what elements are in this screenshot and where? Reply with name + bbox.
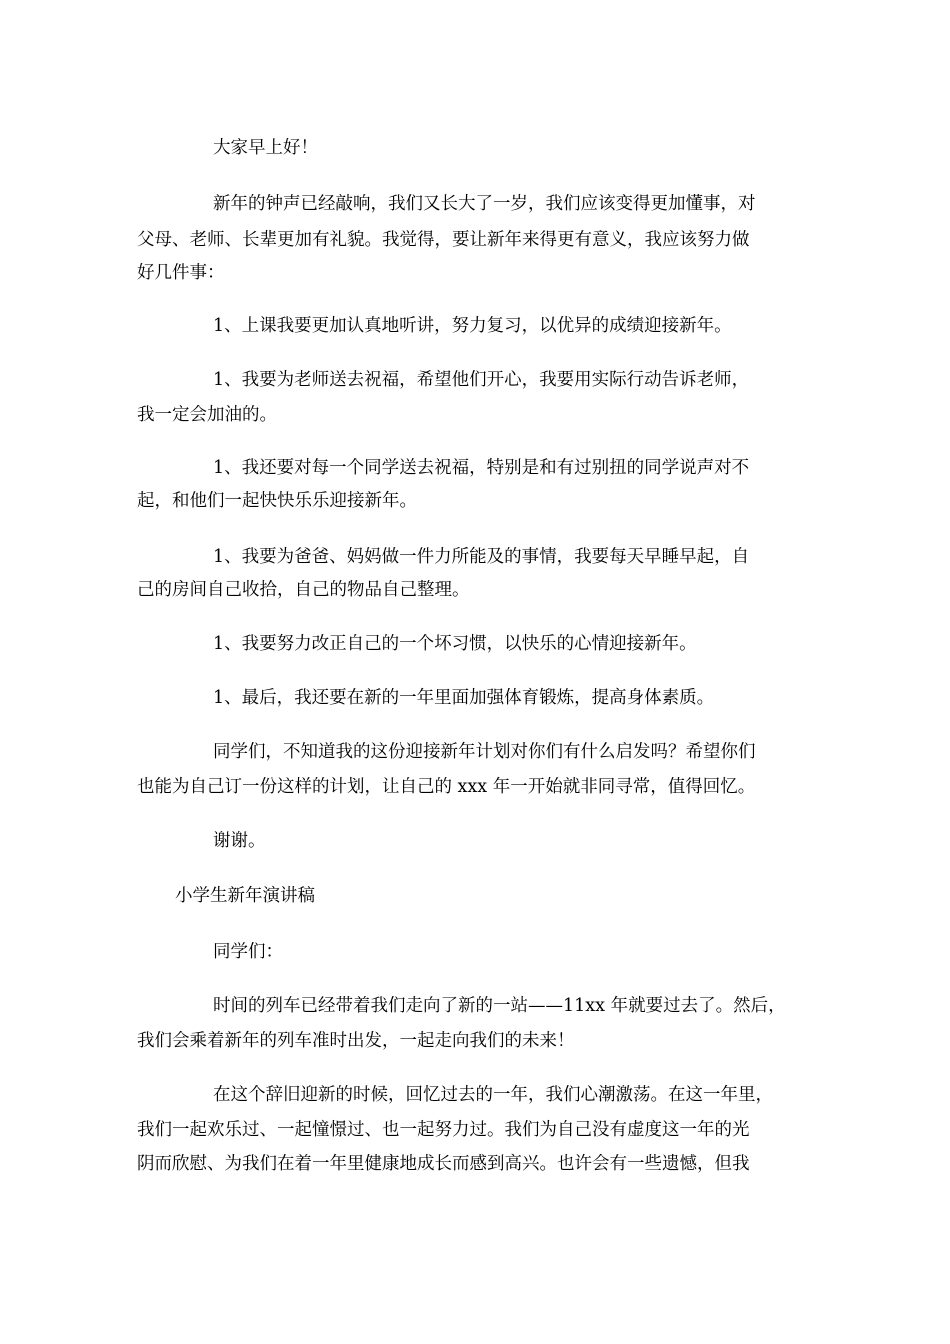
salutation-line: 同学们：: [213, 942, 283, 962]
paragraph-line: 好几件事：: [137, 263, 225, 283]
paragraph-line: 也能为自己订一份这样的计划，让自己的 xxx 年一开始就非同寻常，值得回忆。: [137, 777, 756, 797]
paragraph-line: 阴而欣慰、为我们在着一年里健康地成长而感到高兴。也许会有一些遗憾，但我: [137, 1154, 750, 1174]
closing-line: 谢谢。: [213, 831, 266, 851]
paragraph-line: 新年的钟声已经敲响，我们又长大了一岁，我们应该变得更加懂事，对: [213, 194, 756, 214]
list-item-line: 1、上课我要更加认真地听讲，努力复习，以优异的成绩迎接新年。: [213, 316, 732, 336]
list-item-line: 1、我要为老师送去祝福，希望他们开心，我要用实际行动告诉老师，: [213, 370, 750, 390]
list-item-line: 我一定会加油的。: [137, 405, 277, 425]
paragraph-line: 时间的列车已经带着我们走向了新的一站——11xx 年就要过去了。然后，: [213, 996, 786, 1016]
list-item-line: 1、我要努力改正自己的一个坏习惯，以快乐的心情迎接新年。: [213, 634, 697, 654]
list-item-line: 1、最后，我还要在新的一年里面加强体育锻炼，提高身体素质。: [213, 688, 715, 708]
paragraph-line: 父母、老师、长辈更加有礼貌。我觉得，要让新年来得更有意义，我应该努力做: [137, 230, 750, 250]
greeting-line: 大家早上好！: [213, 138, 318, 158]
list-item-line: 起，和他们一起快快乐乐迎接新年。: [137, 491, 417, 511]
paragraph-line: 在这个辞旧迎新的时候，回忆过去的一年，我们心潮激荡。在这一年里，: [213, 1085, 773, 1105]
section-title: 小学生新年演讲稿: [175, 886, 315, 906]
paragraph-line: 我们一起欢乐过、一起憧憬过、也一起努力过。我们为自己没有虚度这一年的光: [137, 1120, 750, 1140]
paragraph-line: 我们会乘着新年的列车准时出发，一起走向我们的未来！: [137, 1031, 575, 1051]
list-item-line: 1、我要为爸爸、妈妈做一件力所能及的事情，我要每天早睡早起，自: [213, 547, 750, 567]
list-item-line: 己的房间自己收拾，自己的物品自己整理。: [137, 580, 470, 600]
paragraph-line: 同学们，不知道我的这份迎接新年计划对你们有什么启发吗？希望你们: [213, 742, 756, 762]
list-item-line: 1、我还要对每一个同学送去祝福，特别是和有过别扭的同学说声对不: [213, 458, 750, 478]
